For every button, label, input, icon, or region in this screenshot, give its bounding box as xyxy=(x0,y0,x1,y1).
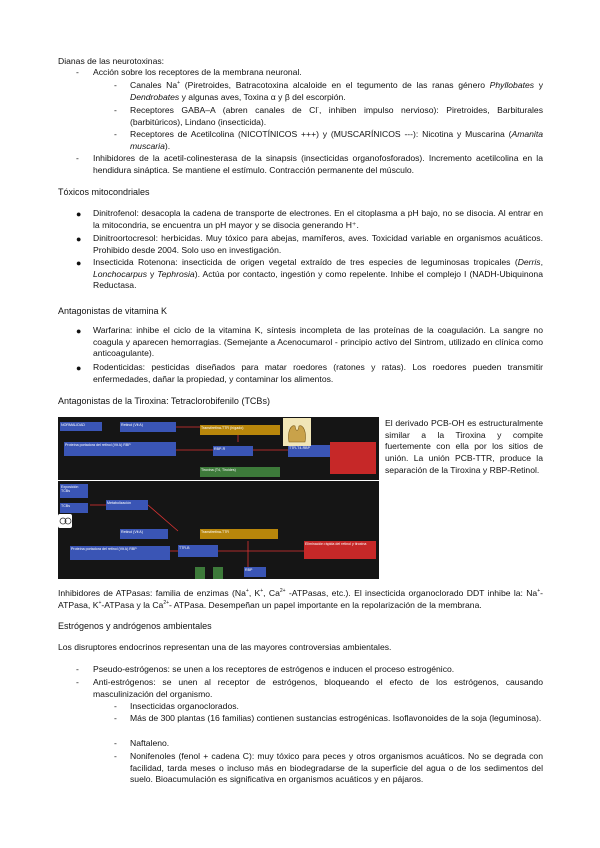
tiroxina-description: El derivado PCB-OH es estructuralmente similar a la Tiroxina y compite fuertemente con ella por los sitios de unión. La unión PCB-TTR, produce la separación de la Tiroxina y RBP-Retinol. xyxy=(385,418,543,475)
dash-marker: - xyxy=(76,153,79,163)
dash-marker: - xyxy=(114,713,117,723)
dash-marker: - xyxy=(76,664,79,674)
label-normalidad: NORMALIDAD xyxy=(60,422,102,431)
box-red-block xyxy=(330,442,376,474)
dash-marker: - xyxy=(114,751,117,761)
thyroid-illustration xyxy=(283,418,311,446)
tiroxina-figure-top xyxy=(58,417,379,480)
list-item: Inhibidores de la acetil-colinesterasa de la sinapsis (insecticidas organofosforados). Incremento acetilcolina en la hendidura sináptica. Se mantiene el estímulo. Contracción permanente del músculo. xyxy=(93,153,543,175)
box-metabolizacion: Metabolización xyxy=(106,500,148,510)
dash-marker: - xyxy=(114,129,117,139)
section-title-tiroxina: Antagonistas de la Tiroxina: Tetraclorobifenilo (TCBs) xyxy=(58,396,270,406)
box-rbp: RBP xyxy=(244,567,266,577)
label-exposicion: Exposición TCBs xyxy=(60,484,88,498)
list-item: Rodenticidas: pesticidas diseñados para matar roedores (ratones y ratas). Los roedores pueden transmitir enfermedades, dañar la propiedad, y contaminar los alimentos. xyxy=(93,362,543,384)
box-tcbs: TCBs xyxy=(60,503,88,513)
dash-marker: - xyxy=(76,677,79,687)
box-retinol: Retinol (Vit A) xyxy=(120,529,168,539)
box-ttr-t4-rbp: TTR-T4-RBP xyxy=(288,445,330,457)
list-item: Insecticida Rotenona: insecticida de origen vegetal extraído de tres especies de leguminosas tropicales (Derris, Lonchocarpus y Tephrosia). Actúa por contacto, ingestión y como repelente. Inhibe el complejo I (NADH-Ubiquinona Reductasa. xyxy=(93,257,543,291)
intro-paragraph: Los disruptores endocrinos representan una de las mayores controversias ambientales. xyxy=(58,642,392,652)
bullet-marker: ● xyxy=(76,258,82,268)
box-transtiretina: Transtiretina-TTR xyxy=(200,529,278,539)
box-green-marker xyxy=(213,567,223,579)
section-title-mitocondriales: Tóxicos mitocondriales xyxy=(58,187,150,197)
list-item: Dinitrofenol: desacopla la cadena de transporte de electrones. En el citoplasma a pH bajo, no se disocia. Al entrar en la mitocondria, se encuentra un pH mayor y se disocia generando H⁺. xyxy=(93,208,543,230)
list-item: Anti-estrógenos: se unen al receptor de estrógenos, bloqueando el efecto de los estrógenos, causando masculinización del organismo. xyxy=(93,677,543,699)
list-item: Receptores de Acetilcolina (NICOTÍNICOS +++) y (MUSCARÍNICOS ---): Nicotina y Muscarina (Amanita muscaria). xyxy=(130,129,543,151)
bullet-marker: ● xyxy=(76,209,82,219)
box-eliminacion: Eliminación rápida del retinol y tiroxina xyxy=(304,541,376,559)
list-item: Receptores GABA–A (abren canales de Cl-, inhiben impulso nervioso): Piretroides, Barbiturales (barbitúricos), Lindano (insecticida). xyxy=(130,105,543,127)
list-item: Warfarina: inhibe el ciclo de la vitamina K, síntesis incompleta de las proteínas de la coagulación. La sangre no coagula y aparecen hemorragias. (Semejante a Acenocumarol - principio activo del Sintrom, utilizado en clínica como anticoagulante). xyxy=(93,325,543,359)
list-item: Nonifenoles (fenol + cadena C): muy tóxico para peces y otros organismos acuáticos. No se degrada con facilidad, tarda meses o incluso más en biodegradarse de la superficie del agua o de los sedimentos del suelo. Bioacumulación es significativa en organismos acuáticos y en pájaros. xyxy=(130,751,543,785)
box-rbp-r: RBP-R xyxy=(213,446,253,456)
list-item: Pseudo-estrógenos: se unen a los receptores de estrógenos e inducen el proceso estrogénico. xyxy=(93,664,455,674)
box-transtiretina: Transtiretina-TTR (hígado) xyxy=(200,425,280,435)
section-title-vitamina-k: Antagonistas de vitamina K xyxy=(58,306,168,316)
dash-marker: - xyxy=(114,105,117,115)
thyroid-icon xyxy=(283,418,311,446)
box-green-marker xyxy=(195,567,205,579)
box-ttr-b: TTR-B xyxy=(178,545,218,557)
dash-marker: - xyxy=(114,701,117,711)
box-tiroxina: Tiroxina (T4, Tiroides) xyxy=(200,467,280,477)
box-retinol: Retinol (Vit A) xyxy=(120,422,176,432)
tiroxina-figure-bottom xyxy=(58,481,379,579)
list-item: Más de 300 plantas (16 familias) contienen sustancias estrogénicas. Isoflavonoides de la soja (leguminosa). xyxy=(130,713,542,723)
section-title-estrogenos: Estrógenos y andrógenos ambientales xyxy=(58,621,212,631)
list-item: Canales Na+ (Piretroides, Batracotoxina alcaloide en el tegumento de las ranas género Phyllobates y Dendrobates y algunas aves, Toxina α y β del escorpión. xyxy=(130,80,544,102)
list-item: Acción sobre los receptores de la membrana neuronal. xyxy=(93,67,302,77)
list-item: Naftaleno. xyxy=(130,738,170,748)
list-item: Dinitroortocresol: herbicidas. Muy tóxico para abejas, mamíferos, aves. Toxicidad variable en organismos acuáticos. Prohibido desde 2004. Solo uso en investigación. xyxy=(93,233,543,255)
dash-marker: - xyxy=(114,80,117,90)
list-item: Insecticidas organoclorados. xyxy=(130,701,239,711)
box-rbp-complex: Proteína portadora del retinol (Vit A) RBP xyxy=(70,546,170,560)
bullet-marker: ● xyxy=(76,234,82,244)
bullet-marker: ● xyxy=(76,363,82,373)
molecule-icon xyxy=(58,514,72,528)
bullet-marker: ● xyxy=(76,326,82,336)
molecule-illustration xyxy=(58,514,72,528)
dash-marker: - xyxy=(114,738,117,748)
atpasas-paragraph: Inhibidores de ATPasas: familia de enzimas (Na+, K+, $Ca^{2+}$ -ATPasas, etc.). El insecticida organoclorado DDT inhibe la: Na+-ATPasa, K+-ATPasa y la $Ca^{2+}-$ ATPasa. Desempeñan un papel importante en la repolarización de la membrana. xyxy=(58,588,544,610)
section-title-neurotoxinas: Dianas de las neurotoxinas: xyxy=(58,56,165,66)
box-rbp-complex: Proteína portadora del retinol (Vit A) RBP xyxy=(64,442,176,456)
dash-marker: - xyxy=(76,67,79,77)
